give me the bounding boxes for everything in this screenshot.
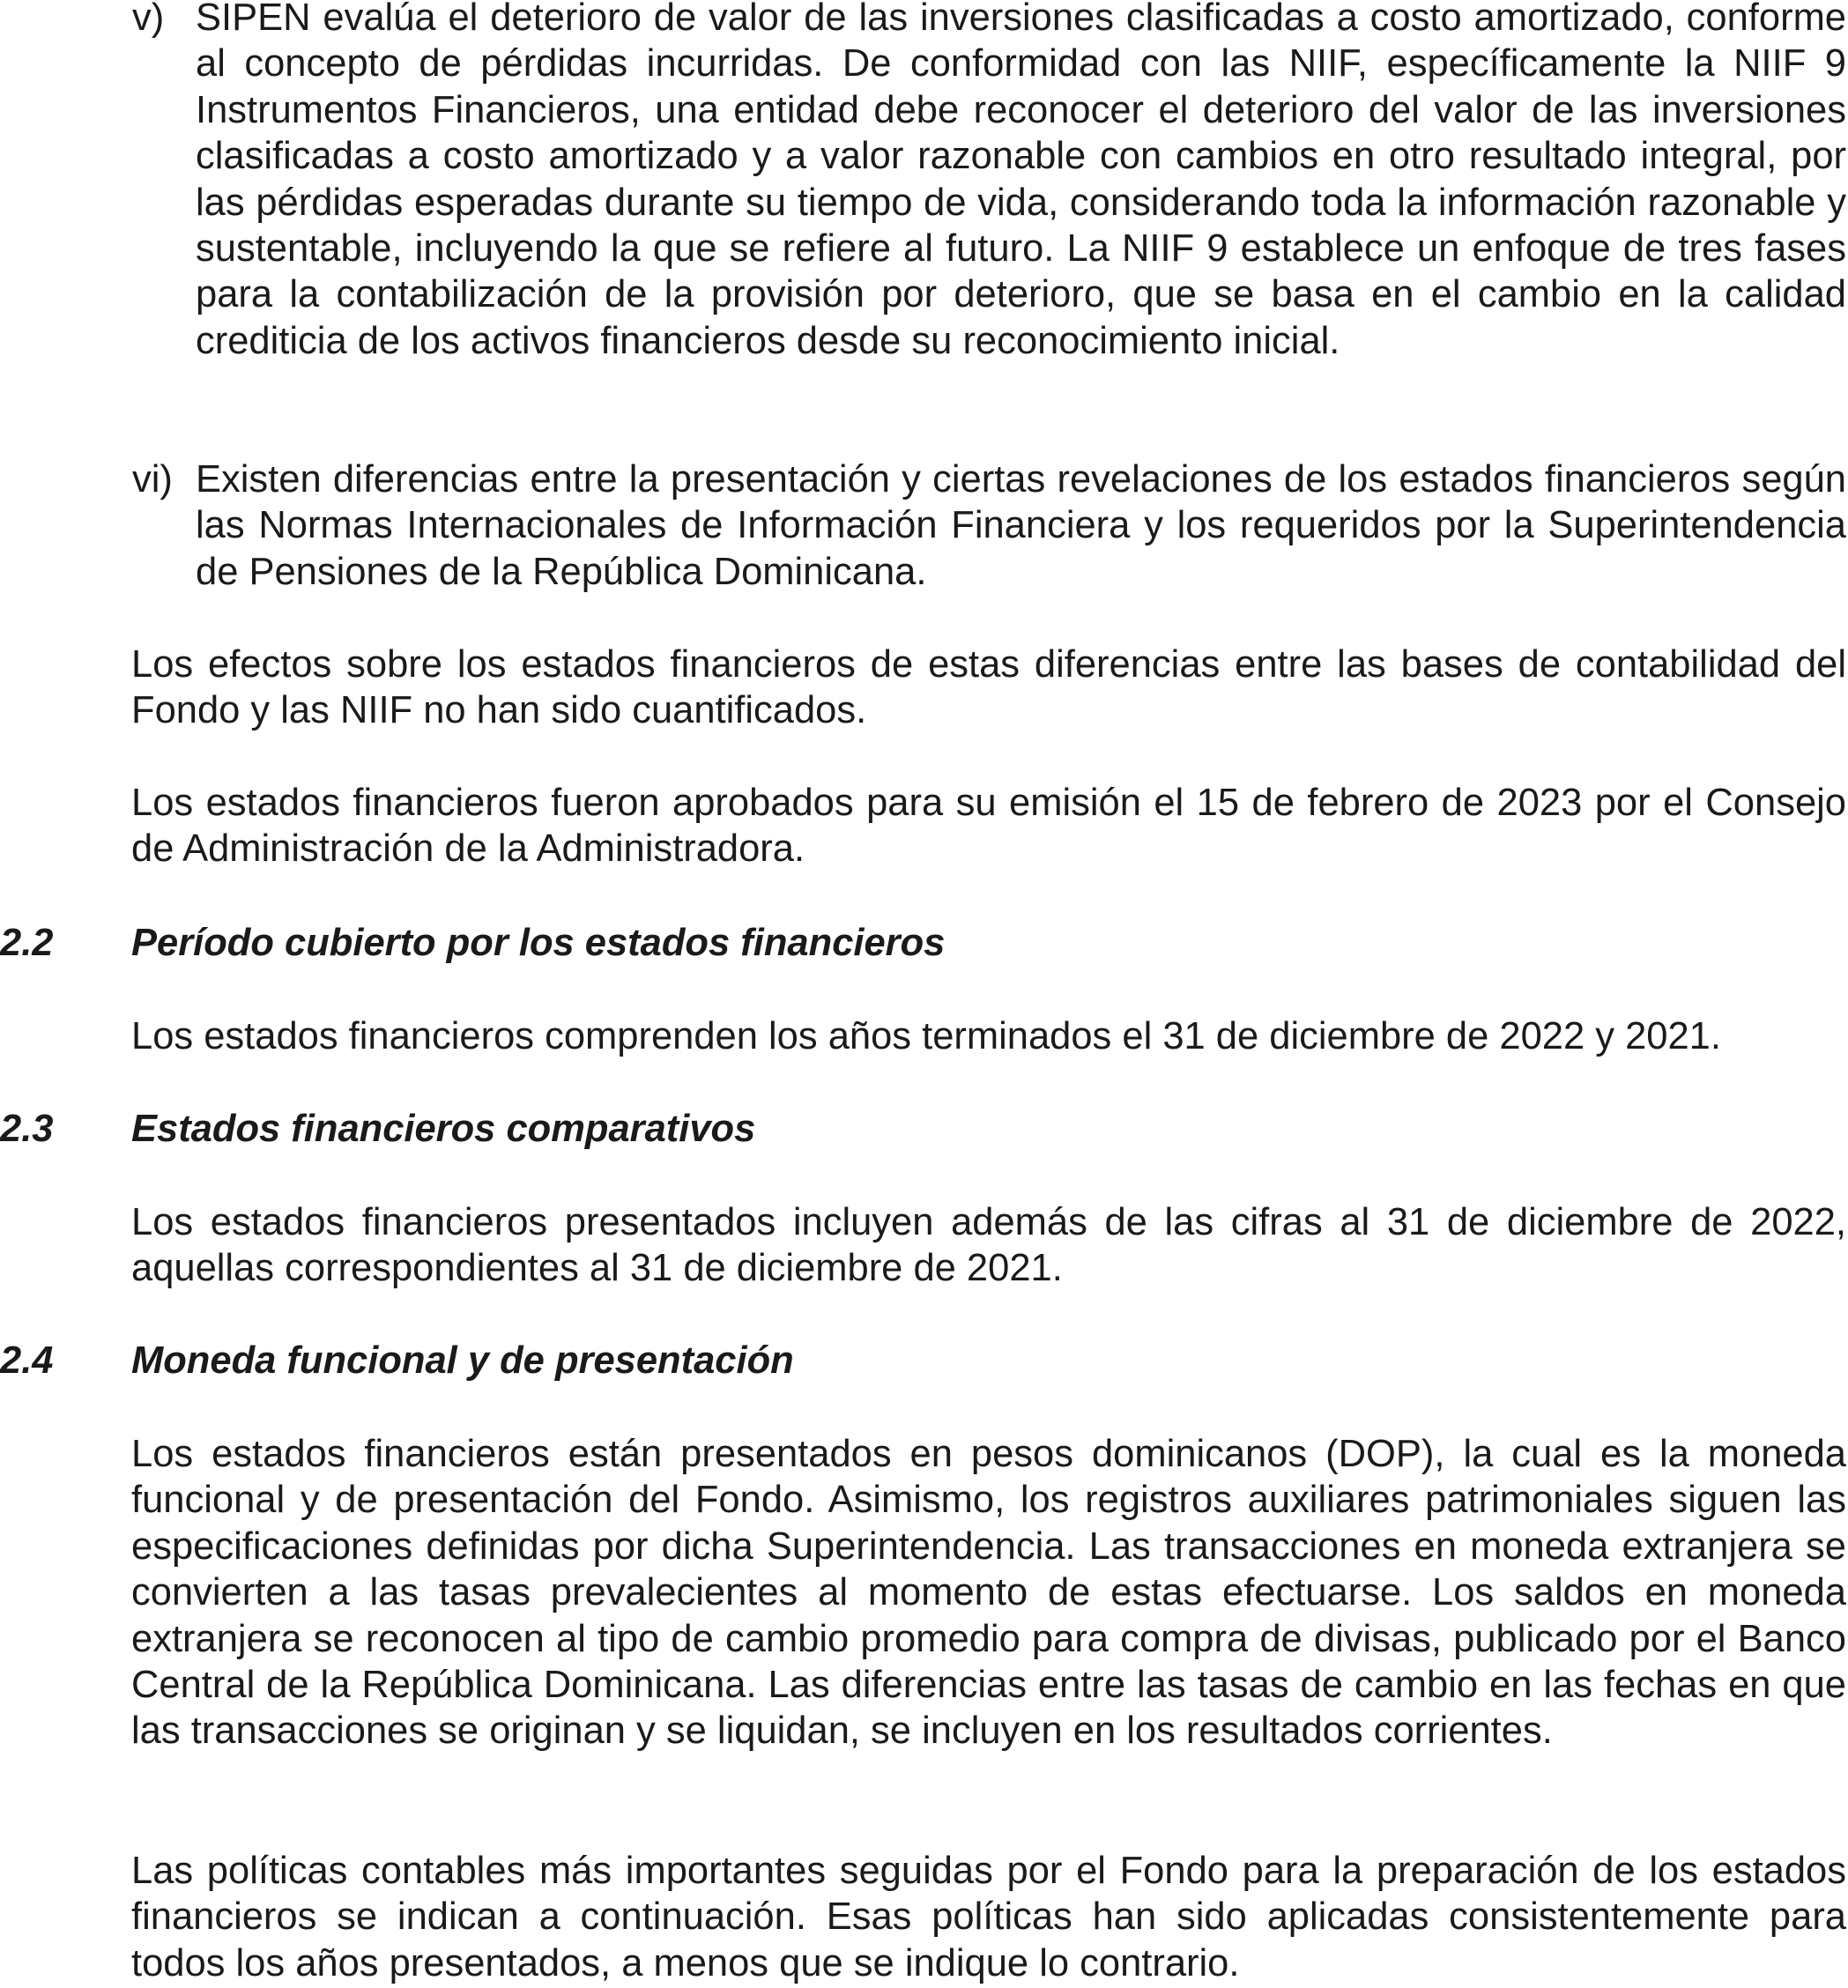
section-title: Estados financieros comparativos	[131, 1108, 756, 1150]
section-number: 2.3	[0, 1108, 54, 1150]
section-body: Los estados financieros están presentados en pesos dominicanos (DOP), la cual es la moneda funcional y de presentación del Fondo. Asimismo, los registros auxiliares patrimoniales siguen las especificaciones definidas por dicha Superintendencia. Las transacciones en moneda extranjera se convierten a las tasas prevalecientes al momento de estas efectuarse. Los saldos en moneda extranjera se reconocen al tipo de cambio promedio para compra de divisas, publicado por el Banco Central de la República Dominicana. Las diferencias entre las tasas de cambio en las fechas en que las transacciones se originan y se liquidan, se incluyen en los resultados corrientes.	[131, 1433, 1846, 1753]
list-marker-vi: vi)	[132, 458, 173, 501]
section-number: 2.2	[0, 922, 54, 964]
section-policies: Las políticas contables más importantes seguidas por el Fondo para la preparación de los estados financieros se indican a continuación. Esas políticas han sido aplicadas consistentemente para todos los años presentados, a menos que se indique lo contrario.	[131, 1850, 1846, 1984]
paragraph-approval: Los estados financieros fueron aprobados para su emisión el 15 de febrero de 2023 por el Consejo de Administración de la Administradora.	[131, 782, 1846, 871]
list-marker-v: v)	[132, 0, 165, 39]
section-body: Los estados financieros presentados incluyen además de las cifras al 31 de diciembre de 2022, aquellas correspondientes al 31 de diciembre de 2021.	[131, 1201, 1846, 1290]
section-number: 2.4	[0, 1339, 54, 1382]
section-title: Período cubierto por los estados financieros	[131, 922, 946, 964]
paragraph-effects: Los efectos sobre los estados financieros de estas diferencias entre las bases de contabilidad del Fondo y las NIIF no han sido cuantificados.	[131, 643, 1846, 732]
section-title: Moneda funcional y de presentación	[131, 1339, 794, 1382]
section-body: Los estados financieros comprenden los años terminados el 31 de diciembre de 2022 y 2021.	[131, 1015, 1721, 1057]
list-text-v: SIPEN evalúa el deterioro de valor de las inversiones clasificadas a costo amortizado, conforme al concepto de pérdidas incurridas. De conformidad con las NIIF, específicamente la NIIF 9 Instrumentos Financieros, una entidad debe reconocer el deterioro del valor de las inversiones clasificadas a costo amortizado y a valor razonable con cambios en otro resultado integral, por las pérdidas esperadas durante su tiempo de vida, considerando toda la información razonable y sustentable, incluyendo la que se refiere al futuro. La NIIF 9 establece un enfoque de tres fases para la contabilización de la provisión por deterioro, que se basa en el cambio en la calidad crediticia de los activos financieros desde su reconocimiento inicial.	[196, 0, 1846, 362]
list-text-vi: Existen diferencias entre la presentación y ciertas revelaciones de los estados financieros según las Normas Internacionales de Información Financiera y los requeridos por la Superintendencia de Pensiones de la República Dominicana.	[196, 458, 1846, 593]
